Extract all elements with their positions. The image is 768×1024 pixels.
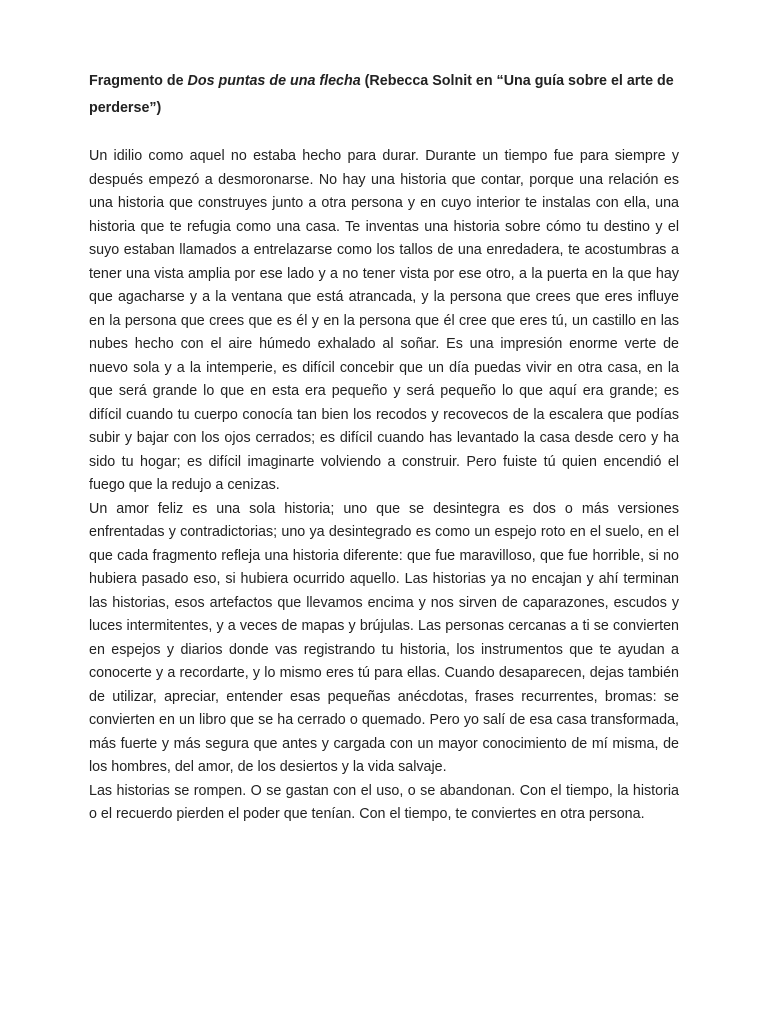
title-prefix: Fragmento de [89, 73, 188, 89]
paragraph-3: Las historias se rompen. O se gastan con el uso, o se abandonan. Con el tiempo, la historia o el recuerdo pierden el poder que tenían. Con el tiempo, te conviertes en otra persona. [89, 782, 679, 822]
paragraph-2: Un amor feliz es una sola historia; uno que se desintegra es dos o más versiones enfrentadas y contradictorias; uno ya desintegrado es como un espejo roto en el suelo, en el que cada fragmento refleja una historia diferente: que fue maravilloso, que fue horrible, si no hubiera pasado eso, si hubiera ocurrido aquello. Las historias ya no encajan y ahí terminan las historias, esos artefactos que llevamos encima y nos sirven de caparazones, escudos y luces intermitentes, y a veces de mapas y brújulas. Las personas cercanas a ti se convierten en espejos y diarios donde vas registrando tu historia, los instrumentos que te ayudan a conocerte y a recordarte, y lo mismo eres tú para ellas. Cuando desaparecen, dejas también de utilizar, apreciar, entender esas pequeñas anécdotas, frases recurrentes, bromas: se convierten en un libro que se ha cerrado o quemado. Pero yo salí de esa casa transformada, más fuerte y más segura que antes y cargada con un mayor conocimiento de mí misma, de los hombres, del amor, de los desiertos y la vida salvaje. [89, 500, 679, 775]
document-title [89, 68, 679, 122]
document-page [89, 68, 679, 827]
title-book-name: Dos puntas de una flecha [187, 73, 361, 89]
title-suffix: (Rebecca Solnit en “Una guía sobre el arte de perderse”) [89, 73, 674, 116]
paragraph-1: Un idilio como aquel no estaba hecho para durar. Durante un tiempo fue para siempre y después empezó a desmoronarse. No hay una historia que contar, porque una relación es una historia que construyes junto a otra persona y en cuyo interior te instalas con ella, una historia que te refugia como una casa. Te inventas una historia sobre cómo tu destino y el suyo estaban llamados a entrelazarse como los tallos de una enredadera, te acostumbras a tener una vista amplia por ese lado y a no tener vista por ese otro, a la puerta en la que hay que agacharse y a la ventana que está atrancada, y la persona que crees que eres influye en la persona que crees que es él y en la persona que él cree que eres tú, un castillo en las nubes hecho con el aire húmedo exhalado al soñar. Es una impresión enorme verte de nuevo sola y a la intemperie, es difícil concebir que un día puedas vivir en otra casa, en la que será grande lo que en esta era pequeño y será pequeño lo que aquí era grande; es difícil cuando tu cuerpo conocía tan bien los recodos y recovecos de la escalera que podías subir y bajar con los ojos cerrados; es difícil cuando has levantado la casa desde cero y ha sido tu hogar; es difícil imaginarte volviendo a construir. Pero fuiste tú quien encendió el fuego que la redujo a cenizas. [89, 148, 679, 493]
